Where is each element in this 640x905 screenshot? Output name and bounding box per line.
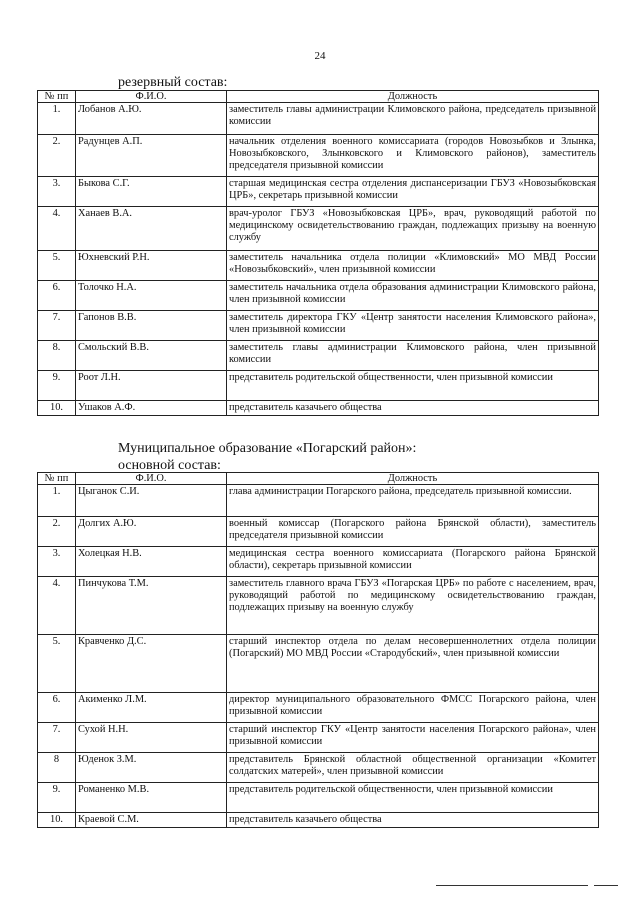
row-name: Ушаков А.Ф. [76,401,227,416]
header-num: № пп [38,91,76,103]
row-position: начальник отделения военного комиссариата (городов Новозыбков и Злынка, Новозыбковского, Злынковского и Климовского районов), заместитель председателя призывной комиссии [227,135,599,177]
main-table [37,472,599,828]
row-position: заместитель главы администрации Климовского района, председатель призывной комиссии [227,103,599,135]
table-row [38,753,599,783]
row-num: 8. [38,341,76,371]
row-num: 1. [38,485,76,517]
table-row [38,207,599,251]
footer-rule-short [594,885,618,886]
row-name: Романенко М.В. [76,783,227,813]
row-num: 7. [38,311,76,341]
header-name: Ф.И.О. [76,473,227,485]
table-row [38,693,599,723]
row-position: врач-уролог ГБУЗ «Новозыбковская ЦРБ», врач, руководящий работой по медицинскому освидетельствованию граждан, подлежащих призыву на военную службу [227,207,599,251]
table-row [38,813,599,828]
table-row [38,723,599,753]
table-header-row [38,91,599,103]
row-name: Цыганок С.И. [76,485,227,517]
table-row [38,311,599,341]
municipality-heading: Муниципальное образование «Погарский район»: [118,441,417,456]
row-num: 9. [38,371,76,401]
row-num: 4. [38,207,76,251]
table-row [38,783,599,813]
row-num: 10. [38,813,76,828]
row-num: 6. [38,281,76,311]
row-num: 3. [38,177,76,207]
row-num: 10. [38,401,76,416]
row-name: Краевой С.М. [76,813,227,828]
row-position: представитель Брянской областной общественной организации «Комитет солдатских матерей», член призывной комиссии [227,753,599,783]
table-row [38,371,599,401]
row-name: Ханаев В.А. [76,207,227,251]
header-name: Ф.И.О. [76,91,227,103]
row-name: Лобанов А.Ю. [76,103,227,135]
row-name: Долгих А.Ю. [76,517,227,547]
row-position: старшая медицинская сестра отделения диспансеризации ГБУЗ «Новозыбковская ЦРБ», секретарь призывной комиссии [227,177,599,207]
table-row [38,635,599,693]
footer-rule [436,885,588,886]
table-row [38,177,599,207]
header-num: № пп [38,473,76,485]
row-position: представитель родительской общественности, член призывной комиссии [227,783,599,813]
row-position: старший инспектор ГКУ «Центр занятости населения Погарского района», член призывной комиссии [227,723,599,753]
reserve-heading: резервный состав: [118,75,228,90]
row-name: Роот Л.Н. [76,371,227,401]
row-position: медицинская сестра военного комиссариата (Погарского района Брянской области), секретарь призывной комиссии [227,547,599,577]
row-name: Акименко Л.М. [76,693,227,723]
row-position: представитель казачьего общества [227,813,599,828]
row-position: заместитель начальника отдела образования администрации Климовского района, член призывной комиссии [227,281,599,311]
row-num: 5. [38,635,76,693]
row-name: Юхневский Р.Н. [76,251,227,281]
row-name: Юденок З.М. [76,753,227,783]
row-num: 3. [38,547,76,577]
header-position: Должность [227,473,599,485]
row-position: заместитель главного врача ГБУЗ «Погарская ЦРБ» по работе с населением, врач, руководящий работой по медицинскому освидетельствованию граждан, подлежащих призыву на военную службу [227,577,599,635]
row-name: Холецкая Н.В. [76,547,227,577]
table-row [38,401,599,416]
row-num: 2. [38,135,76,177]
table-row [38,135,599,177]
main-composition-heading: основной состав: [118,458,221,473]
row-name: Кравченко Д.С. [76,635,227,693]
row-name: Толочко Н.А. [76,281,227,311]
row-name: Пинчукова Т.М. [76,577,227,635]
row-num: 7. [38,723,76,753]
row-position: представитель казачьего общества [227,401,599,416]
table-row [38,251,599,281]
row-num: 2. [38,517,76,547]
row-num: 8 [38,753,76,783]
row-position: представитель родительской общественности, член призывной комиссии [227,371,599,401]
page-number: 24 [314,50,326,62]
row-num: 9. [38,783,76,813]
table-row [38,517,599,547]
row-position: заместитель директора ГКУ «Центр занятости населения Климовского района», член призывной комиссии [227,311,599,341]
row-name: Смольский В.В. [76,341,227,371]
row-name: Быкова С.Г. [76,177,227,207]
row-num: 5. [38,251,76,281]
table-row [38,577,599,635]
row-position: старший инспектор отдела по делам несовершеннолетних отдела полиции (Погарский) МО МВД России «Стародубский», член призывной комиссии [227,635,599,693]
row-position: директор муниципального образовательного ФМСС Погарского района, член призывной комиссии [227,693,599,723]
table-row [38,341,599,371]
row-num: 6. [38,693,76,723]
table-header-row [38,473,599,485]
row-num: 1. [38,103,76,135]
row-name: Гапонов В.В. [76,311,227,341]
header-position: Должность [227,91,599,103]
table-row [38,103,599,135]
table-row [38,547,599,577]
row-num: 4. [38,577,76,635]
row-position: военный комиссар (Погарского района Брянской области), заместитель председателя призывной комиссии [227,517,599,547]
table-row [38,485,599,517]
row-name: Радунцев А.П. [76,135,227,177]
row-position: глава администрации Погарского района, председатель призывной комиссии. [227,485,599,517]
row-name: Сухой Н.Н. [76,723,227,753]
row-position: заместитель главы администрации Климовского района, член призывной комиссии [227,341,599,371]
reserve-table [37,90,599,416]
row-position: заместитель начальника отдела полиции «Климовский» МО МВД России «Новозыбковский», член призывной комиссии [227,251,599,281]
table-row [38,281,599,311]
